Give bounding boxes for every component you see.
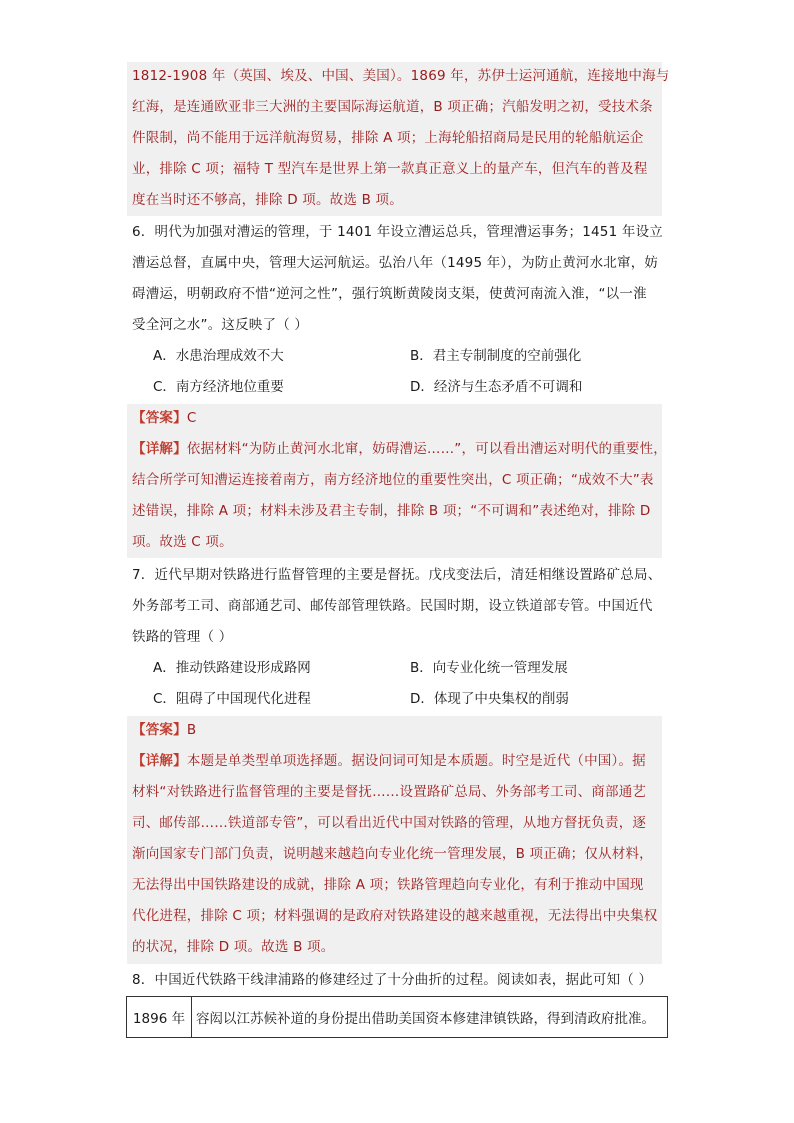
q6-option-c: C．南方经济地位重要	[153, 379, 284, 395]
q7-option-c: C．阻碍了中国现代化进程	[153, 691, 311, 707]
prev-detail-line: 红海，是连通欧亚非三大洲的主要国际海运航道，B 项正确；汽船发明之初，受技术条	[132, 99, 653, 115]
q7-option-a: A．推动铁路建设形成路网	[153, 660, 311, 676]
detail-tag: 【详解】	[132, 753, 187, 769]
q6-detail-line: 述错误，排除 A 项；材料未涉及君主专制，排除 B 项；“不可调和”表述绝对，排除 D	[132, 503, 651, 519]
prev-detail-line: 度在当时还不够高，排除 D 项。故选 B 项。	[132, 192, 403, 208]
q6-option-b: B．君主专制制度的空前强化	[410, 348, 582, 364]
table-cell-year: 1896 年	[127, 997, 192, 1038]
answer-tag: 【答案】	[132, 722, 187, 738]
q7-detail-line: 司、邮传部……铁道部专管”，可以看出近代中国对铁路的管理，从地方督抚负责，逐	[132, 815, 647, 831]
q6-stem-line: 漕运总督，直属中央，管理大运河航运。弘治八年（1495 年），为防止黄河水北窜，妨	[132, 255, 659, 271]
answer-tag: 【答案】	[132, 410, 187, 426]
q6-detail-line: 项。故选 C 项。	[132, 534, 233, 550]
table-cell-event: 容闳以江苏候补道的身份提出借助美国资本修建津镇铁路，得到清政府批准。	[192, 997, 668, 1038]
q7-answer	[132, 720, 196, 740]
detail-text: 本题是单类型单项选择题。据设问词可知是本质题。时空是近代（中国）。据	[186, 753, 646, 769]
detail-tag: 【详解】	[132, 441, 187, 457]
table-row	[127, 997, 668, 1038]
q7-stem-line: 外务部考工司、商部通艺司、邮传部管理铁路。民国时期，设立铁道部专管。中国近代	[132, 598, 653, 614]
q8-stem: 8．中国近代铁路干线津浦路的修建经过了十分曲折的过程。阅读如表，据此可知（ ）	[132, 972, 653, 988]
q7-detail-line: 渐向国家专门部门负责，说明越来越趋向专业化统一管理发展，B 项正确；仅从材料，	[132, 846, 653, 862]
q6-stem-line: 受全河之水”。这反映了（ ）	[132, 317, 309, 333]
q6-option-a: A．水患治理成效不大	[153, 348, 284, 364]
q7-detail-line: 的状况，排除 D 项。故选 B 项。	[132, 939, 335, 955]
answer-value: B	[186, 722, 197, 738]
q6-stem-line: 6．明代为加强对漕运的管理，于 1401 年设立漕运总兵，管理漕运事务；1451 年设立	[132, 224, 663, 240]
q7-option-b: B．向专业化统一管理发展	[410, 660, 568, 676]
prev-detail-line: 1812-1908 年（英国、埃及、中国、美国）。1869 年，苏伊士运河通航，连接地中海与	[132, 68, 670, 84]
q6-stem-line: 碍漕运，明朝政府不惜“逆河之性”，强行筑断黄陵岗支渠，使黄河南流入淮，“以一淮	[132, 286, 647, 302]
answer-value: C	[186, 410, 197, 426]
q7-option-d: D．体现了中央集权的削弱	[410, 691, 569, 707]
q6-detail-line	[132, 439, 667, 459]
prev-detail-line: 业，排除 C 项；福特 T 型汽车是世界上第一款真正意义上的量产车，但汽车的普及程	[132, 161, 648, 177]
q6-answer	[132, 408, 196, 428]
q7-detail-line: 代化进程，排除 C 项；材料强调的是政府对铁路建设的越来越重视，无法得出中央集权	[132, 908, 658, 924]
q7-detail-line	[132, 751, 646, 771]
prev-detail-line: 件限制，尚不能用于远洋航海贸易，排除 A 项；上海轮船招商局是民用的轮船航运企	[132, 130, 644, 146]
q7-detail-line: 材料“对铁路进行监督管理的主要是督抚……设置路矿总局、外务部考工司、商部通艺	[132, 784, 647, 800]
q6-detail-line: 结合所学可知漕运连接着南方，南方经济地位的重要性突出，C 项正确；“成效不大”表	[132, 472, 654, 488]
detail-text: 依据材料“为防止黄河水北窜，妨碍漕运……”，可以看出漕运对明代的重要性，	[186, 441, 667, 457]
q8-table	[126, 996, 668, 1038]
q7-detail-line: 无法得出中国铁路建设的成就，排除 A 项；铁路管理趋向专业化，有利于推动中国现	[132, 877, 644, 893]
q6-option-d: D．经济与生态矛盾不可调和	[410, 379, 583, 395]
q7-stem-line: 7．近代早期对铁路进行监督管理的主要是督抚。戊戌变法后，清廷相继设置路矿总局、	[132, 567, 662, 583]
q7-stem-line: 铁路的管理（ ）	[132, 629, 233, 645]
